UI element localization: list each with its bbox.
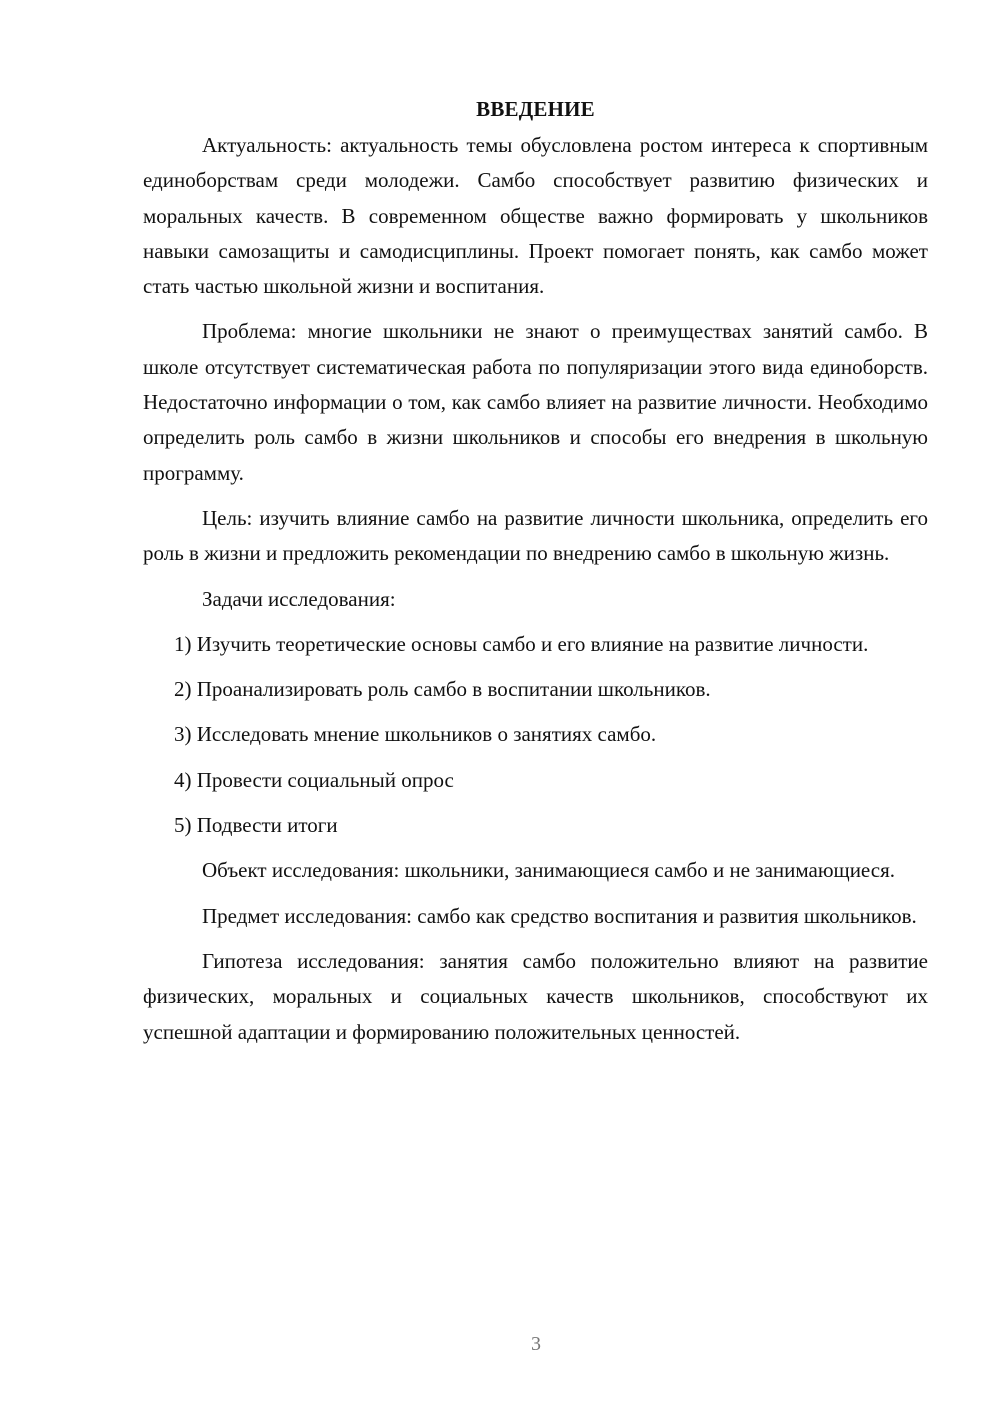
task-item-4: 4) Провести социальный опрос <box>174 767 454 792</box>
task-item-5: 5) Подвести итоги <box>174 813 338 838</box>
paragraph-hypothesis: Гипотеза исследования: занятия самбо положительно влияют на развитие физических, моральных и социальных качеств школьников, способствуют их успешной адаптации и формированию положительных ценностей. <box>143 948 928 1044</box>
page-number: 3 <box>531 1333 541 1355</box>
paragraph-goal: Цель: изучить влияние самбо на развитие личности школьника, определить его роль в жизни и предложить рекомендации по внедрению самбо в школьную жизнь. <box>143 505 928 566</box>
paragraph-object: Объект исследования: школьники, занимающиеся самбо и не занимающиеся. <box>202 858 896 883</box>
paragraph-problem: Проблема: многие школьники не знают о преимуществах занятий самбо. В школе отсутствует систематическая работа по популяризации этого вида единоборств. Недостаточно информации о том, как самбо влияет на развитие личности. Необходимо определить роль самбо в жизни школьников и способы его внедрения в школьную программу. <box>143 319 928 485</box>
task-item-1: 1) Изучить теоретические основы самбо и его влияние на развитие личности. <box>174 631 869 656</box>
tasks-heading: Задачи исследования: <box>202 586 396 611</box>
document-page <box>143 92 928 1060</box>
task-item-2: 2) Проанализировать роль самбо в воспитании школьников. <box>174 677 711 702</box>
paragraph-relevance: Актуальность: актуальность темы обусловлена ростом интереса к спортивным единоборствам среди молодежи. Самбо способствует развитию физических и моральных качеств. В современном обществе важно формировать у школьников навыки самозащиты и самодисциплины. Проект помогает понять, как самбо может стать частью школьной жизни и воспитания. <box>143 133 928 299</box>
section-heading: ВВЕДЕНИЕ <box>476 97 595 121</box>
paragraph-subject: Предмет исследования: самбо как средство воспитания и развития школьников. <box>202 903 917 928</box>
task-item-3: 3) Исследовать мнение школьников о занятиях самбо. <box>174 722 657 747</box>
